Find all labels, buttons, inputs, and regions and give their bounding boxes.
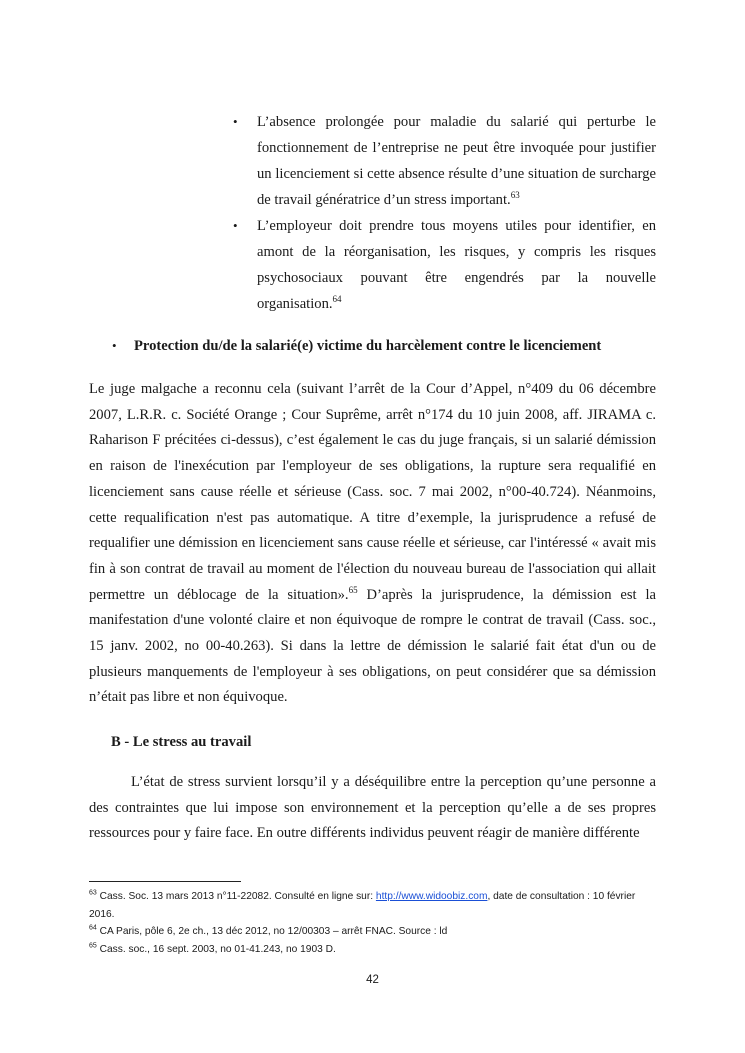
footnote-number: 64: [89, 924, 97, 932]
body-paragraph: L’état de stress survient lorsqu’il y a déséquilibre entre la perception qu’une personne a des contraintes que lui impose son environnement et la perception qu’elle a de ses propres ressources pour y faire face. En outre différents individus peuvent réagir de manière différente: [89, 774, 656, 842]
footnote-divider: [89, 881, 241, 882]
list-item: [233, 109, 656, 213]
footnote-text: , date de consultation : 10 février 2016.: [89, 891, 636, 920]
footnotes: [89, 888, 656, 958]
footnote-text: Cass. Soc. 13 mars 2013 n°11-22082. Consulté en ligne sur:: [96, 891, 376, 902]
footnote-ref[interactable]: 65: [348, 584, 358, 595]
list-item-text: L’employeur doit prendre tous moyens utiles pour identifier, en amont de la réorganisation, les risques, y compris les risques psychosociaux pouvant être engendrés par la nouvelle organisation.: [257, 218, 656, 312]
footnote-text: CA Paris, pôle 6, 2e ch., 13 déc 2012, no 12/00303 – arrêt FNAC. Source : ld: [96, 926, 448, 937]
body-paragraph: [89, 377, 656, 711]
page-number: 42: [366, 974, 379, 986]
paragraph-text: Le juge malgache a reconnu cela (suivant l’arrêt de la Cour d’Appel, n°409 du 06 décembre 2007, L.R.R. c. Société Orange ; Cour Suprême, arrêt n°174 du 10 juin 2008, aff. JIRAMA c. Raharison F précitées ci-dessus), c’est également le cas du juge français, si un salarié démission en raison de l'inexécution par l'employeur de ses obligations, la rupture sera requalifié en licenciement sans cause réelle et sérieuse (Cass. soc. 7 mai 2002, n°00-40.724). Néanmoins, cette requalification n'est pas automatique. A titre d’exemple, la jurisprudence a refusé de requalifier une démission en licenciement sans cause réelle et sérieuse, car l'intéressé « avait mis fin à son contrat de travail au moment de l'élection du nouveau bureau de l'association qui allait permettre un déblocage de la situation».: [89, 381, 656, 603]
footnote-number: 65: [89, 942, 97, 950]
list-item-text: L’absence prolongée pour maladie du salarié qui perturbe le fonctionnement de l’entreprise ne peut être invoquée pour justifier un licenciement si cette absence résulte d’une situation de surcharge de travail génératrice d’un stress important.: [257, 114, 656, 208]
paragraph-text: D’après la jurisprudence, la démission est la manifestation d'une volonté claire et non équivoque de rompre le contrat de travail (Cass. soc., 15 janv. 2002, no 00-40.263). Si dans la lettre de démission le salarié fait état d'un ou de plusieurs manquements de l'employeur à ses obligations, on peut considérer que sa démission n’était pas libre et non équivoque.: [89, 586, 656, 706]
list-item: [233, 213, 656, 317]
footnote-link[interactable]: http://www.widoobiz.com: [375, 891, 488, 902]
inner-bullet-list: [233, 109, 656, 317]
footnote: [89, 888, 656, 923]
footnote-ref[interactable]: 64: [332, 294, 342, 305]
footnote-text: Cass. soc., 16 sept. 2003, no 01-41.243, no 1903 D.: [96, 943, 336, 955]
footnote-number: 63: [89, 889, 97, 897]
bullet-icon: •: [112, 338, 117, 353]
footnote: [89, 941, 656, 959]
bullet-icon: •: [233, 114, 238, 129]
bullet-icon: •: [233, 218, 238, 233]
section-title: B - Le stress au travail: [111, 734, 252, 750]
heading-text: Protection du/de la salarié(e) victime du harcèlement contre le licenciement: [134, 338, 602, 354]
footnote-ref[interactable]: 63: [510, 190, 520, 201]
footnote: [89, 923, 656, 941]
